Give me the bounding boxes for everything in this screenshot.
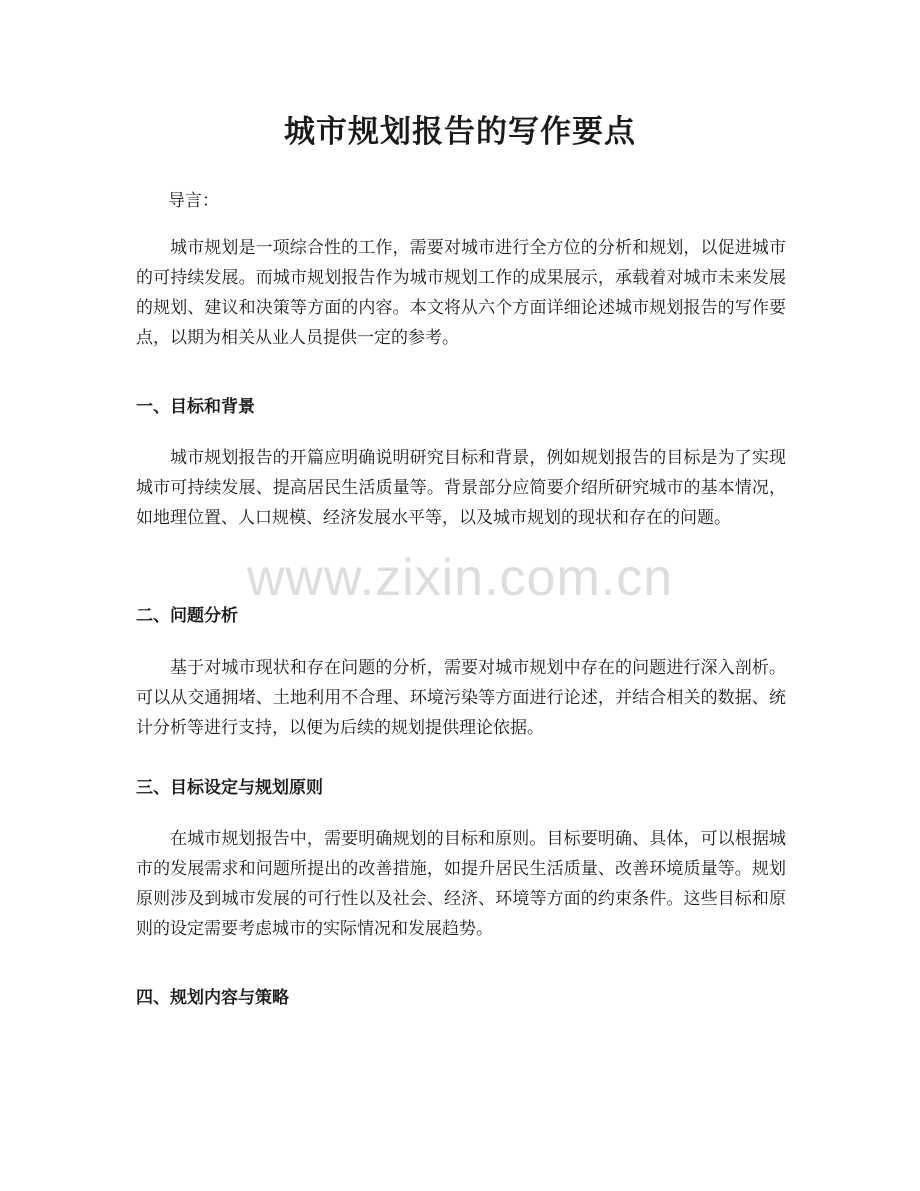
watermark-text: www.zixin.com.cn [246,549,674,607]
intro-paragraph: 城市规划是一项综合性的工作，需要对城市进行全方位的分析和规划，以促进城市的可持续发展。而城市规划报告作为城市规划工作的成果展示，承载着对城市未来发展的规划、建议和决策等方面的内容。本文将从六个方面详细论述城市规划报告的写作要点，以期为相关从业人员提供一定的参考。 [136,238,786,348]
section-heading-3: 三、目标设定与规划原则 [136,778,323,798]
section-paragraph-1: 城市规划报告的开篇应明确说明研究目标和背景，例如规划报告的目标是为了实现城市可持续发展、提高居民生活质量等。背景部分应简要介绍所研究城市的基本情况，如地理位置、人口规模、经济发展水平等，以及城市规划的现状和存在的问题。 [136,448,786,528]
section-heading-1: 一、目标和背景 [136,397,255,417]
intro-label: 导言： [168,191,219,211]
section-paragraph-3: 在城市规划报告中，需要明确规划的目标和原则。目标要明确、具体，可以根据城市的发展需求和问题所提出的改善措施，如提升居民生活质量、改善环境质量等。规划原则涉及到城市发展的可行性以及社会、经济、环境等方面的约束条件。这些目标和原则的设定需要考虑城市的实际情况和发展趋势。 [136,829,786,939]
document-title: 城市规划报告的写作要点 [284,114,636,150]
section-heading-4: 四、规划内容与策略 [136,988,289,1008]
section-paragraph-2: 基于对城市现状和存在问题的分析，需要对城市规划中存在的问题进行深入剖析。可以从交通拥堵、土地利用不合理、环境污染等方面进行论述，并结合相关的数据、统计分析等进行支持，以便为后续的规划提供理论依据。 [136,658,786,738]
section-heading-2: 二、问题分析 [136,606,238,626]
